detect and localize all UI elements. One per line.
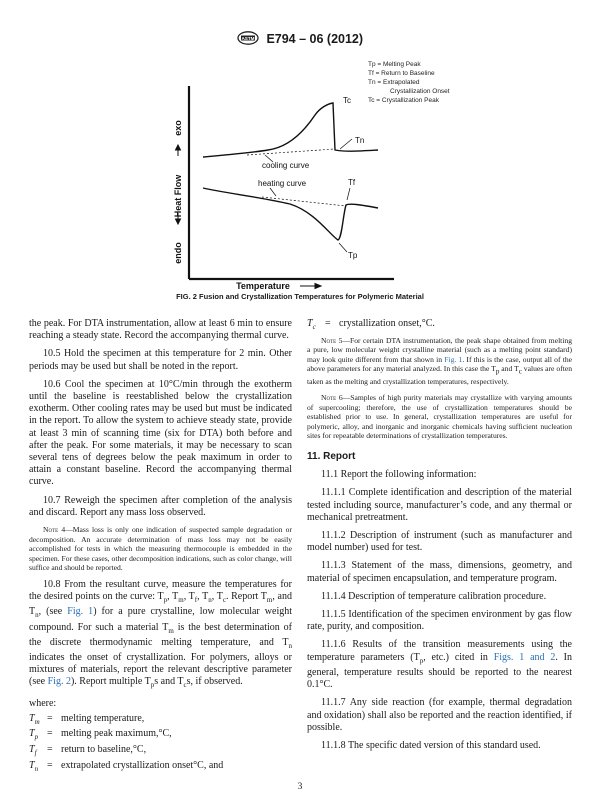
fig-2-link[interactable]: Fig. 2 <box>47 676 71 688</box>
y-axis-label: Heat Flow <box>173 174 183 218</box>
exo-label: exo <box>173 120 183 136</box>
tp-label: Tp <box>348 251 358 260</box>
annotation-leaders <box>265 139 352 252</box>
legend-item: Tp = Melting Peak <box>368 61 421 68</box>
tc-label: Tc <box>343 96 351 105</box>
paragraph-10-7: 10.7 Reweigh the specimen after completion of the analysis and discard. Report any mass loss observed. <box>29 494 292 518</box>
heating-curve-trace <box>203 188 378 240</box>
definition-row: $T_p$ = melting peak maximum,°C, <box>29 728 172 742</box>
paragraph-10-6: 10.6 Cool the specimen at 10°C/min through the exotherm until the baseline is reestablished below the crystallization exotherm. Other cooling rates may be used but must be indicated in the report. To allow the system to achieve steady state, provide at least 3 min of scanning time (six for DTA) both before and after the peak. For some materials, it may be necessary to scan several tens of degrees below the peak maximum in order to attain a constant baseline. Record the accompanying thermal curve. <box>29 378 292 488</box>
paragraph-11-1-1: 11.1.1 Complete identification and description of the material tested including source, manufacturer’s code, and any thermal or mechanical pretreatment. <box>307 487 572 523</box>
tn-label: Tn <box>355 136 365 145</box>
fig-1-link[interactable]: Fig. 1 <box>67 606 94 618</box>
definition-list <box>29 713 292 775</box>
svg-text:ASTM: ASTM <box>241 35 255 41</box>
paragraph-11-1-6: 11.1.6 Results of the transition measurements using the temperature parameters ($T_p$, etc.) cited in Figs. 1 and 2. In general, temperature results should be reported to the nearest 0.1°C. <box>307 639 572 691</box>
definition-row: $T_n$ = extrapolated crystallization onset°C, and <box>29 759 224 773</box>
paragraph-11-1-2: 11.1.2 Description of instrument (such as manufacturer and model number) used for test. <box>307 530 572 554</box>
figure-legend <box>368 61 450 104</box>
paragraph-11-1: 11.1 Report the following information: <box>321 469 477 481</box>
y-axis-labels <box>173 120 183 264</box>
note-5: Note 5—For certain DTA instrumentation, the peak shape obtained from melting a pure, low molecular weight crystalline material (such as a melting point standard) may look quite different from that shown in Fig. 1. If this is the case, output all of the above parameters for any material analyzed. In this case the $T_p$ and $T_c$ values are often taken as the melting and crystallization temperatures, respectively. <box>307 335 572 387</box>
paragraph-11-1-3: 11.1.3 Statement of the mass, dimensions, geometry, and material of specimen encapsulation, and temperature program. <box>307 560 572 584</box>
paragraph-10-5: 10.5 Hold the specimen at this temperature for 2 min. Other periods may be used but shall be noted in the report. <box>29 348 292 372</box>
x-axis-arrow <box>300 284 321 289</box>
definition-row: $T_c$ = crystallization onset,°C. <box>307 318 435 331</box>
standard-designation: E794 – 06 (2012) <box>266 31 364 46</box>
paragraph-11-1-4: 11.1.4 Description of temperature calibration procedure. <box>321 590 547 602</box>
paragraph-10-8: 10.8 From the resultant curve, measure the temperatures for the desired points on the curve: $T_p$, $T_m$, $T_f$, $T_n$, $T_c$. Report $T_m$, and $T_n$, (see Fig. 1) for a pure crystalline, low molecular weight compound. For such a material $T_m$ is the best determination of the discrete thermodynamic melting temperature, and $T_n$ indicates the onset of crystallization. For polymers, alloys or mixtures of materials, report the relevant descriptive parameter (see Fig. 2). Report multiple $T_ps$ and $T_cs$, if observed. <box>29 579 293 690</box>
where-label: where: <box>29 697 57 709</box>
dsc-figure <box>0 0 600 310</box>
fig-1-link[interactable]: Fig. 1 <box>444 354 463 364</box>
paragraph-11-1-5: 11.1.5 Identification of the specimen environment by gas flow rate, purity, and composition. <box>307 609 572 633</box>
right-column <box>307 318 572 758</box>
legend-item: Crystallization Onset <box>390 88 450 95</box>
x-axis-label: Temperature <box>236 281 290 291</box>
heating-baseline <box>262 197 346 206</box>
page-number: 3 <box>297 782 303 792</box>
legend-item: Tc = Crystallization Peak <box>368 97 439 104</box>
paragraph-11-1-8: 11.1.8 The specific dated version of this standard used. <box>321 739 541 751</box>
heating-curve-label: heating curve <box>258 179 307 188</box>
definition-row: $T_m$ = melting temperature, <box>29 712 145 726</box>
paragraph: the peak. For DTA instrumentation, allow at least 6 min to ensure reaching a steady state. Record the accompanying thermal curve. <box>29 318 292 342</box>
figs-link[interactable]: Figs. 1 and 2 <box>493 651 556 663</box>
section-heading: 11. Report <box>307 451 356 463</box>
tf-label: Tf <box>348 178 356 187</box>
legend-item: Tn = Extrapolated <box>368 79 420 86</box>
note-6: Note 6—Samples of high purity materials may crystallize with varying amounts of supercooling; therefore, the use of crystallization temperatures should be established prior to use. In general, crystallization temperatures are useful for polymeric, alloy, and inorganic and inorganic chemicals having sufficient nucleation sites for repeatable determinations of crystallization temperatures. <box>307 393 572 441</box>
paragraph-11-1-7: 11.1.7 Any side reaction (for example, thermal degradation and oxidation) shall also be reported and the reaction identified, if possible. <box>307 697 572 733</box>
legend-item: Tf = Return to Baseline <box>368 70 435 77</box>
cooling-curve-trace <box>203 103 378 157</box>
figure-caption: FIG. 2 Fusion and Crystallization Temperatures for Polymeric Material <box>176 292 424 301</box>
definition-row: $T_f$ = return to baseline,°C, <box>29 744 147 758</box>
note-4: Note 4—Mass loss is only one indication of suspected sample degradation or decomposition. An accurate determination of mass loss may not be easily accomplished for tests in which the measuring thermocouple is embedded in the specimen. For these cases, other decomposition indications, such as color change, will suffice and should be reported. <box>29 525 292 573</box>
cooling-baseline <box>247 149 335 155</box>
cooling-curve-label: cooling curve <box>262 161 310 170</box>
left-column <box>29 318 292 775</box>
endo-label: endo <box>173 242 183 264</box>
